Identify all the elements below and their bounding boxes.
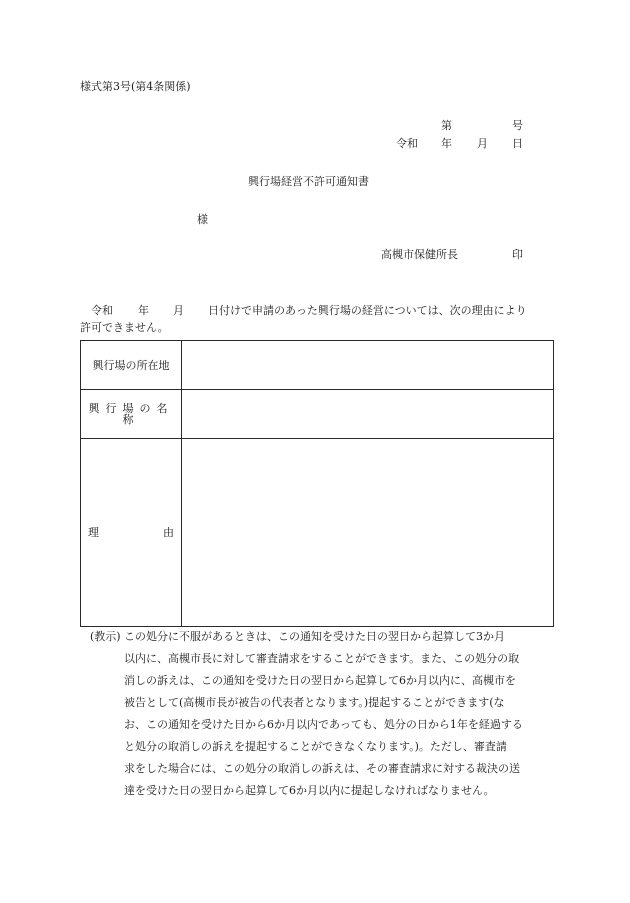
intro-year-label: 年 bbox=[138, 304, 149, 317]
name-value-field[interactable] bbox=[182, 390, 554, 439]
table-row bbox=[81, 439, 554, 627]
notice-line: 達を受けた日の翌日から起算して6か月以内に提起しなければなりません。 bbox=[124, 784, 495, 797]
notice-line: 以内に、高槻市長に対して審査請求をすることができます。また、この処分の取 bbox=[124, 652, 520, 665]
location-value-field[interactable] bbox=[182, 341, 554, 390]
notice-line: お、この通知を受けた日から6か月以内であっても、処分の日から1年を経過する bbox=[124, 718, 523, 731]
notice-line: と処分の取消しの訴えを提起することができなくなります。)。ただし、審査請 bbox=[124, 740, 507, 753]
date-year-label: 年 bbox=[441, 137, 452, 150]
date-era: 令和 bbox=[396, 137, 418, 150]
intro-text: 日付けで申請のあった興行場の経営については、次の理由により bbox=[208, 304, 527, 317]
notice-line: この処分に不服があるときは、この通知を受けた日の翌日から起算して3か月 bbox=[124, 630, 505, 643]
intro-month-label: 月 bbox=[173, 304, 184, 317]
name-label: 興行場の名称 bbox=[81, 390, 182, 439]
intro-text-line2: 許可できません。 bbox=[80, 321, 169, 334]
document-title: 興行場経営不許可通知書 bbox=[248, 175, 369, 188]
reason-value-field[interactable] bbox=[182, 439, 554, 627]
date-month-label: 月 bbox=[477, 137, 488, 150]
date-day-label: 日 bbox=[512, 137, 523, 150]
reason-label-right: 由 bbox=[163, 526, 174, 539]
form-number: 様式第3号(第4条関係) bbox=[80, 80, 191, 93]
reason-label-cell bbox=[81, 439, 182, 627]
reason-label-left: 理 bbox=[88, 526, 99, 539]
notice-line: 求をした場合には、この処分の取消しの訴えは、その審査請求に対する裁決の送 bbox=[124, 762, 520, 775]
notice-line: 被告として(高槻市長が被告の代表者となります。)提起することができます(な bbox=[124, 696, 505, 709]
issuer-name: 高槻市保健所長 bbox=[381, 248, 458, 261]
document-number-label: 第 bbox=[441, 119, 452, 132]
table-row bbox=[81, 341, 554, 390]
table-row bbox=[81, 390, 554, 439]
notice-label: (教示) bbox=[90, 630, 121, 643]
details-table bbox=[80, 340, 554, 627]
intro-era: 令和 bbox=[91, 304, 113, 317]
notice-line: 消しの訴えは、この通知を受けた日の翌日から起算して6か月以内に、高槻市を bbox=[124, 674, 516, 687]
location-label: 興行場の所在地 bbox=[81, 341, 182, 390]
document-number-suffix: 号 bbox=[512, 119, 523, 132]
addressee-honorific: 様 bbox=[197, 213, 208, 226]
seal-mark: 印 bbox=[512, 248, 523, 261]
